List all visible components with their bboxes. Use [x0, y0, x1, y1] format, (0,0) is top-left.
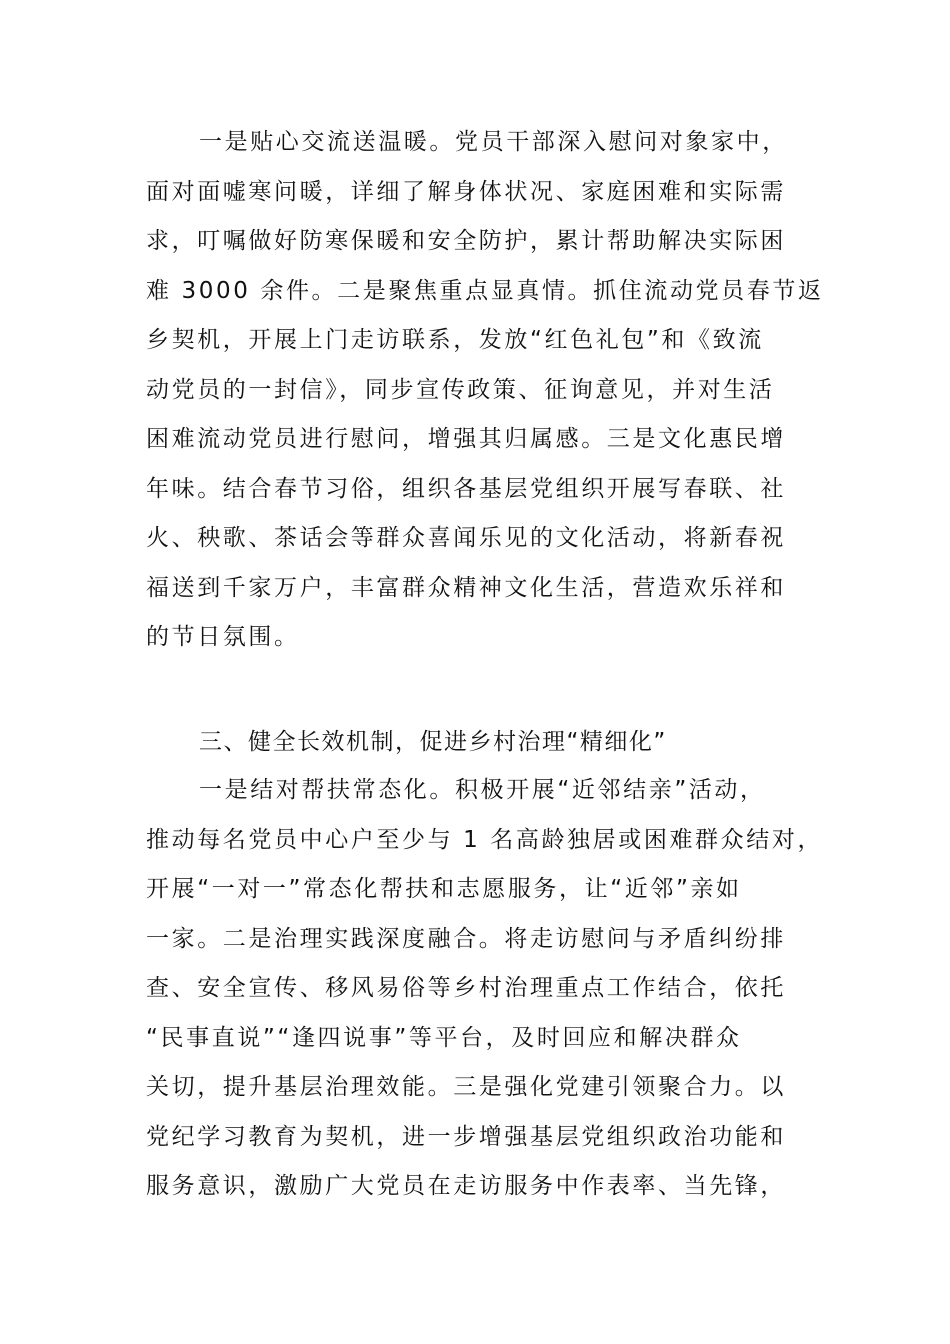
- paragraph-line: “民事直说”“逢四说事”等平台，及时回应和解决群众: [146, 1024, 742, 1051]
- paragraph-line: 火、秧歌、茶话会等群众喜闻乐见的文化活动，将新春祝: [146, 525, 786, 551]
- paragraph-line: 困难流动党员进行慰问，增强其归属感。三是文化惠民增: [146, 426, 786, 452]
- paragraph-activities: [146, 118, 824, 663]
- paragraph-line: 关切，提升基层治理效能。三是强化党建引领聚合力。以: [146, 1074, 786, 1100]
- paragraph-line: 乡契机，开展上门走访联系，发放“红色礼包”和《致流: [146, 327, 764, 353]
- paragraph-line: 动党员的一封信》，同步宣传政策、征询意见，并对生活: [146, 376, 775, 403]
- paragraph-line: 一是结对帮扶常态化。积极开展“近邻结亲”活动，: [199, 777, 766, 803]
- paragraph-line: 福送到千家万户，丰富群众精神文化生活，营造欢乐祥和: [146, 574, 786, 601]
- paragraph-mechanism: [146, 766, 824, 1212]
- section-heading: 三、健全长效机制，促进乡村治理“精细化”: [199, 729, 667, 755]
- paragraph-line: 党纪学习教育为契机，进一步增强基层党组织政治功能和: [146, 1123, 786, 1150]
- paragraph-line: 求，叮嘱做好防寒保暖和安全防护，累计帮助解决实际困: [146, 228, 786, 254]
- paragraph-line: 的节日氛围。: [146, 624, 300, 650]
- paragraph-line: 一是贴心交流送温暖。党员干部深入慰问对象家中，: [199, 129, 788, 155]
- paragraph-line: 查、安全宣传、移风易俗等乡村治理重点工作结合，依托: [146, 975, 786, 1001]
- paragraph-line: 年味。结合春节习俗，组织各基层党组织开展写春联、社: [146, 475, 786, 502]
- paragraph-line: 服务意识，激励广大党员在走访服务中作表率、当先锋，: [146, 1173, 786, 1199]
- paragraph-line: 面对面嘘寒问暖，详细了解身体状况、家庭困难和实际需: [146, 178, 786, 205]
- paragraph-line: 难 3000 余件。二是聚焦重点显真情。抓住流动党员春节返: [146, 277, 824, 304]
- paragraph-line: 一家。二是治理实践深度融合。将走访慰问与矛盾纠纷排: [146, 925, 786, 952]
- paragraph-line: 开展“一对一”常态化帮扶和志愿服务，让“近邻”亲如: [146, 876, 742, 902]
- paragraph-line: 推动每名党员中心户至少与 1 名高龄独居或困难群众结对，: [146, 826, 824, 853]
